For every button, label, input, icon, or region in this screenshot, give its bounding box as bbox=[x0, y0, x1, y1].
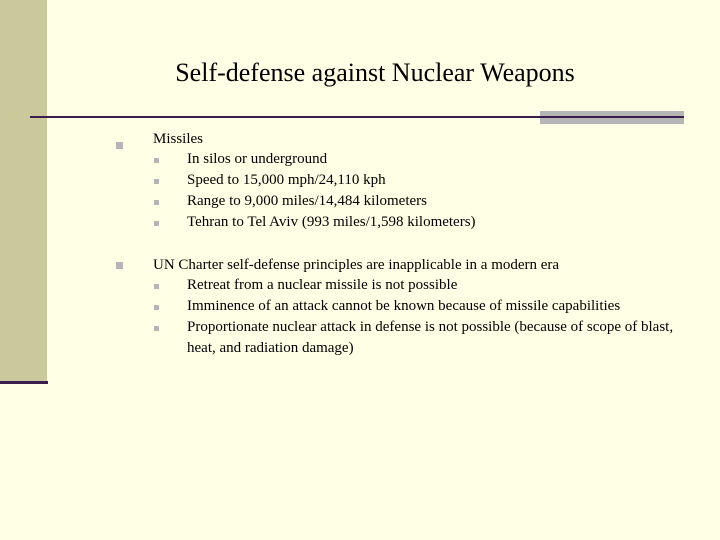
sub-bullet-marker-icon bbox=[154, 326, 159, 331]
title-underline bbox=[30, 116, 542, 118]
sub-bullet-marker-icon bbox=[154, 305, 159, 310]
sub-bullet-marker-icon bbox=[154, 179, 159, 184]
slide-title: Self-defense against Nuclear Weapons bbox=[175, 58, 575, 87]
sidebar-decoration bbox=[0, 0, 47, 383]
sub-bullet-marker-icon bbox=[154, 200, 159, 205]
sub-bullet-item: Proportionate nuclear attack in defense is not possible (because of scope of blast, heat, and radiation damage) bbox=[187, 319, 674, 356]
sub-bullet-item: Retreat from a nuclear missile is not possible bbox=[187, 277, 458, 293]
sub-bullet-marker-icon bbox=[154, 221, 159, 226]
bullet-marker-icon bbox=[116, 262, 123, 269]
bullet-point-un-charter: UN Charter self-defense principles are inapplicable in a modern era bbox=[153, 257, 560, 273]
sub-bullet-item: In silos or underground bbox=[187, 151, 328, 167]
sub-bullet-item: Range to 9,000 miles/14,484 kilometers bbox=[187, 193, 427, 209]
sub-bullet-item: Imminence of an attack cannot be known because of missile capabilities bbox=[187, 298, 621, 314]
title-accent-line bbox=[540, 116, 684, 118]
bullet-point-missiles: Missiles bbox=[153, 131, 204, 147]
sub-bullet-item: Speed to 15,000 mph/24,110 kph bbox=[187, 172, 386, 188]
sub-bullet-marker-icon bbox=[154, 284, 159, 289]
bullet-marker-icon bbox=[116, 142, 123, 149]
sidebar-edge-line bbox=[0, 381, 48, 384]
sub-bullet-marker-icon bbox=[154, 158, 159, 163]
sub-bullet-item: Tehran to Tel Aviv (993 miles/1,598 kilometers) bbox=[187, 214, 476, 230]
